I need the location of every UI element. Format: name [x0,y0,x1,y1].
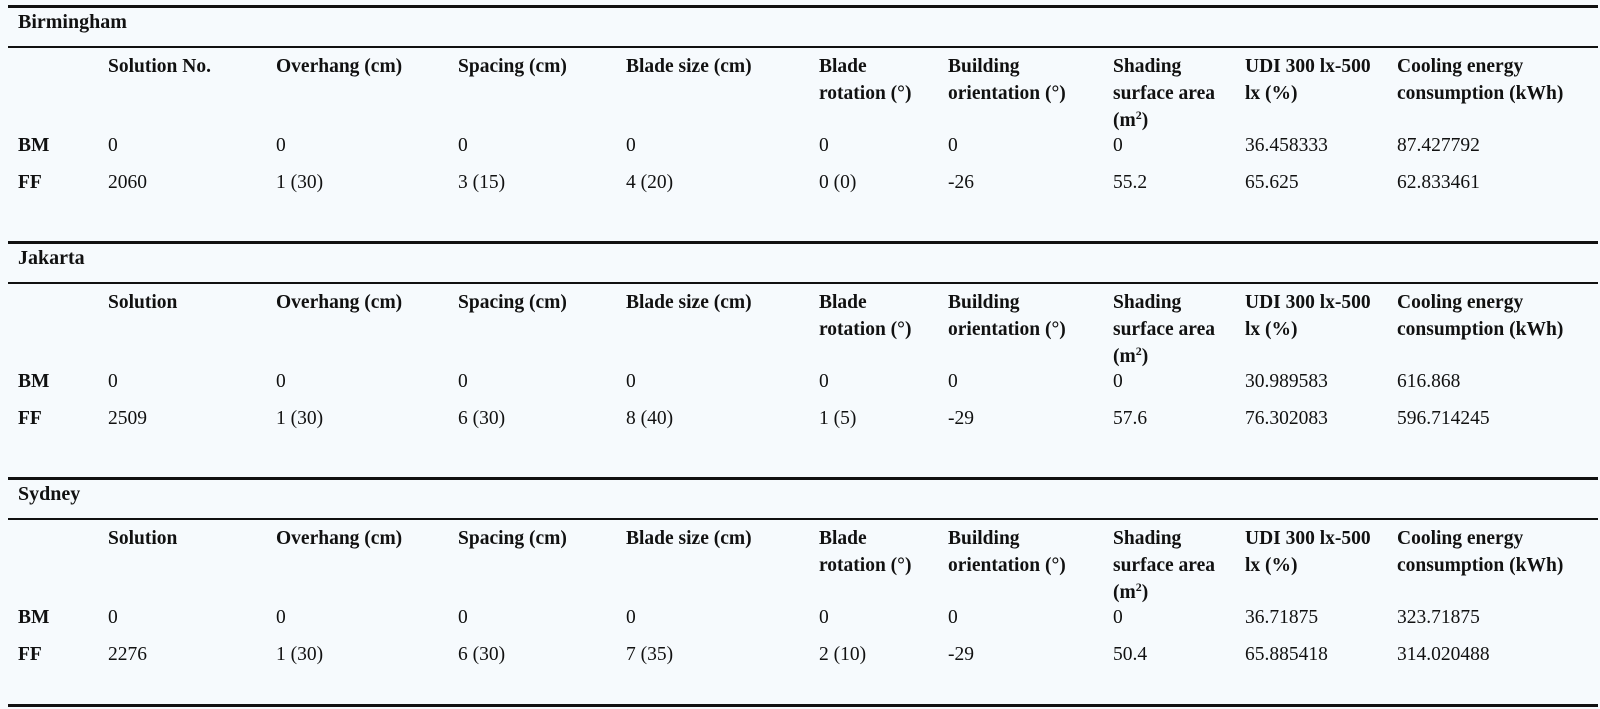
column-header: Blade rotation (°) [819,528,912,576]
column-header: Shading surface area $(m^2)$ [1113,56,1215,131]
table-cell: 8 (40) [626,408,674,429]
table-cell: 6 (30) [458,644,506,665]
table-cell: 30.989583 [1245,371,1328,392]
column-header: Spacing (cm) [458,292,567,313]
column-header: Building orientation (°) [948,56,1066,104]
city-title: Sydney [18,483,81,505]
table-cell: 0 [626,135,636,156]
table-cell: 1 (30) [276,408,324,429]
column-header: Blade size (cm) [626,528,752,549]
column-header: Shading surface area $(m^2)$ [1113,292,1215,367]
table-cell: 1 (30) [276,172,324,193]
column-header: Blade rotation (°) [819,292,912,340]
row-label: BM [18,135,50,156]
table-cell: 62.833461 [1397,172,1480,193]
table-cell: 2276 [108,644,147,665]
table-cell: 0 [458,607,468,628]
column-header: Solution [108,292,178,313]
table-cell: 0 [108,135,118,156]
table-cell: 65.885418 [1245,644,1328,665]
column-header: Building orientation (°) [948,292,1066,340]
column-header: Solution [108,528,178,549]
table-cell: 0 [458,371,468,392]
table-cell: 0 [276,135,286,156]
column-header: Blade size (cm) [626,56,752,77]
table-cell: 4 (20) [626,172,674,193]
table-cell: 87.427792 [1397,135,1480,156]
table-cell: 50.4 [1113,644,1148,665]
column-header: Cooling energy consumption (kWh) [1397,56,1564,104]
column-header: Blade size (cm) [626,292,752,313]
table-cell: 2 (10) [819,644,867,665]
table-cell: 76.302083 [1245,408,1328,429]
table-cell: 0 [819,371,829,392]
column-header: Cooling energy consumption (kWh) [1397,292,1564,340]
header-rule [8,46,1598,48]
table-cell: 1 (30) [276,644,324,665]
table-cell: 6 (30) [458,408,506,429]
column-header: Cooling energy consumption (kWh) [1397,528,1564,576]
table-cell: 314.020488 [1397,644,1490,665]
column-header: Shading surface area $(m^2)$ [1113,528,1215,603]
table-cell: 0 [819,135,829,156]
row-label: FF [18,408,42,429]
table-cell: 0 [626,371,636,392]
column-header: Blade rotation (°) [819,56,912,104]
column-header: UDI 300 lx-500 lx (%) [1245,56,1371,104]
table-cell: -26 [948,172,974,193]
column-header: Building orientation (°) [948,528,1066,576]
header-rule [8,518,1598,520]
table-cell: 0 (0) [819,172,857,193]
column-header: Overhang (cm) [276,292,403,313]
row-label: FF [18,644,42,665]
table-cell: 36.458333 [1245,135,1328,156]
table-top-rule [8,5,1598,8]
table-cell: 0 [108,371,118,392]
table-cell: 36.71875 [1245,607,1319,628]
table-cell: 57.6 [1113,408,1148,429]
table-cell: 3 (15) [458,172,506,193]
table-cell: 0 [276,371,286,392]
column-header: UDI 300 lx-500 lx (%) [1245,292,1371,340]
table-top-rule [8,477,1598,480]
table-cell: 0 [626,607,636,628]
city-title: Birmingham [18,11,127,33]
row-label: BM [18,371,50,392]
column-header: Solution No. [108,56,211,77]
row-label: FF [18,172,42,193]
column-header: Spacing (cm) [458,56,567,77]
table-top-rule [8,241,1598,244]
table-cell: 2060 [108,172,147,193]
table-cell: -29 [948,408,974,429]
table-cell: 0 [1113,607,1123,628]
table-cell: 0 [948,607,958,628]
table-cell: 0 [1113,135,1123,156]
table-cell: 1 (5) [819,408,857,429]
table-cell: 596.714245 [1397,408,1490,429]
table-cell: 2509 [108,408,147,429]
table-cell: 7 (35) [626,644,674,665]
table-cell: 0 [276,607,286,628]
table-cell: 0 [948,371,958,392]
table-cell: 0 [1113,371,1123,392]
table-cell: 55.2 [1113,172,1148,193]
table-cell: 323.71875 [1397,607,1480,628]
table-cell: -29 [948,644,974,665]
column-header: Spacing (cm) [458,528,567,549]
table-cell: 0 [458,135,468,156]
table-cell: 65.625 [1245,172,1299,193]
table-cell: 0 [948,135,958,156]
column-header: Overhang (cm) [276,528,403,549]
table-cell: 0 [108,607,118,628]
header-rule [8,282,1598,284]
table-cell: 616.868 [1397,371,1461,392]
city-title: Jakarta [18,247,85,269]
table-bottom-rule [8,704,1598,707]
column-header: UDI 300 lx-500 lx (%) [1245,528,1371,576]
table-cell: 0 [819,607,829,628]
column-header: Overhang (cm) [276,56,403,77]
row-label: BM [18,607,50,628]
